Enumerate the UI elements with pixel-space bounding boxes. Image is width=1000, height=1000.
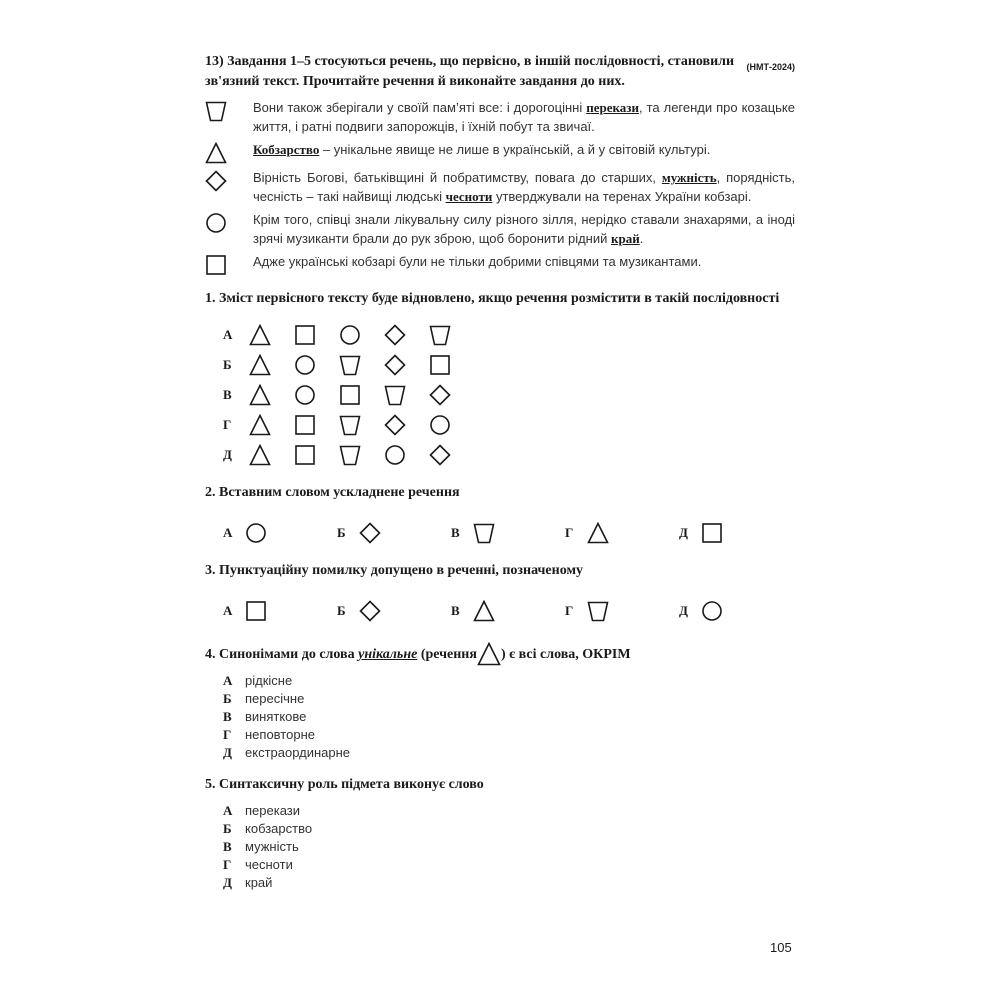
option-label: Д (223, 745, 232, 760)
square-icon (429, 354, 451, 376)
answer-option[interactable] (223, 410, 795, 440)
circle-icon (294, 384, 316, 406)
question-3-options (223, 596, 795, 626)
option-label: В (223, 709, 232, 724)
sequence-cell (249, 413, 294, 437)
sentence-text (253, 168, 795, 206)
page-number: 105 (770, 940, 792, 955)
circle-icon (429, 414, 451, 436)
option-value: край (245, 875, 273, 890)
sequence-cell (294, 323, 339, 347)
option-label: А (223, 803, 233, 818)
sequence-cell (429, 383, 474, 407)
option-label: Д (223, 447, 232, 462)
option-label: Д (679, 525, 688, 540)
answer-option[interactable] (679, 522, 793, 544)
triangle-icon (473, 600, 495, 622)
triangle-icon (477, 642, 501, 666)
square-icon (701, 522, 723, 544)
sequence-cell (384, 353, 429, 377)
sentence-fragment: утверджували на теренах України кобзарі. (492, 189, 752, 204)
sentence-fragment: Вони також зберігали у своїй пам’яті все: і дорогоцінні (253, 100, 587, 115)
diamond-icon (384, 354, 406, 376)
square-icon (294, 324, 316, 346)
sequence-cell (249, 323, 294, 347)
sentence-item (205, 140, 795, 164)
answer-option[interactable] (223, 690, 795, 708)
sentence-fragment: Адже українські кобзарі були не тільки добрими співцями та музикантами. (253, 254, 702, 269)
option-value: рідкісне (245, 673, 293, 688)
sequence-cell (294, 413, 339, 437)
sequence-cell (339, 413, 384, 437)
trapezoid-icon (339, 414, 361, 436)
highlighted-word: мужність (661, 170, 717, 185)
sentence-text (253, 140, 795, 159)
square-icon (245, 600, 267, 622)
trapezoid-icon (339, 444, 361, 466)
option-label: В (223, 387, 232, 402)
option-value: екстраординарне (245, 745, 351, 760)
diamond-icon (359, 522, 381, 544)
option-label: А (223, 327, 233, 342)
circle-icon (205, 212, 231, 234)
triangle-icon (249, 324, 271, 346)
answer-option[interactable] (223, 820, 795, 838)
question-2-options (223, 518, 795, 548)
circle-icon (701, 600, 723, 622)
task-source: (НМТ-2024) (746, 62, 795, 72)
answer-option[interactable] (565, 600, 679, 622)
sentence-item (205, 210, 795, 248)
question-4-options (223, 672, 795, 762)
option-label: А (223, 603, 233, 618)
diamond-icon (205, 170, 231, 192)
diamond-icon (384, 324, 406, 346)
sequence-cell (294, 443, 339, 467)
sequence-cell (429, 323, 474, 347)
option-label: Д (679, 603, 688, 618)
sequence-cell (249, 443, 294, 467)
option-value: неповторне (245, 727, 315, 742)
question-4-text: 4. Синонімами до слова унікальне (речення ) є всі слова, ОКРІМ (205, 646, 795, 664)
sequence-cell (339, 383, 384, 407)
trapezoid-icon (205, 100, 231, 122)
answer-option[interactable] (223, 744, 795, 762)
highlighted-word: Кобзарство (253, 142, 320, 157)
answer-option[interactable] (223, 380, 795, 410)
option-label: В (451, 525, 460, 540)
square-icon (294, 414, 316, 436)
diamond-icon (429, 384, 451, 406)
answer-option[interactable] (223, 856, 795, 874)
option-label: Г (223, 857, 232, 872)
triangle-icon (587, 522, 609, 544)
sequence-cell (429, 443, 474, 467)
sentence-fragment: , порядність, чесність – такі найвищі людські (253, 170, 796, 204)
option-label: Д (223, 875, 232, 890)
question-1-text: 1. Зміст первісного тексту буде відновлено, якщо речення розмістити в такій послідовності (205, 291, 780, 306)
worksheet-page (205, 52, 795, 892)
option-label: Г (565, 603, 574, 618)
option-value: пересічне (245, 691, 305, 706)
diamond-icon (384, 414, 406, 436)
option-label: Б (337, 603, 346, 618)
sentence-fragment: – унікальне явище не лише в українській, а й у світовій культурі. (319, 142, 711, 157)
answer-option[interactable] (223, 600, 337, 622)
answer-option[interactable] (223, 708, 795, 726)
option-value: чесноти (245, 857, 293, 872)
option-label: Б (223, 821, 232, 836)
square-icon (205, 254, 231, 276)
option-label: В (223, 839, 232, 854)
option-value: мужність (245, 839, 299, 854)
circle-icon (339, 324, 361, 346)
answer-option[interactable] (223, 802, 795, 820)
option-label: А (223, 525, 233, 540)
sentence-fragment: . (639, 231, 644, 246)
trapezoid-icon (429, 324, 451, 346)
sequence-cell (429, 353, 474, 377)
option-label: Б (337, 525, 346, 540)
answer-option[interactable] (223, 320, 795, 350)
answer-option[interactable] (223, 522, 337, 544)
triangle-icon (205, 142, 231, 164)
question-5-text: 5. Синтаксичну роль підмета виконує слово (205, 777, 484, 792)
answer-option[interactable] (565, 522, 679, 544)
sentence-fragment: , та легенди про козацьке життя, і ратні подвиги запорожців, і їхній побут та звичаї. (253, 100, 796, 134)
answer-option[interactable] (451, 600, 565, 622)
circle-icon (294, 354, 316, 376)
sequence-cell (384, 323, 429, 347)
sequence-cell (384, 383, 429, 407)
sentence-item (205, 98, 795, 136)
diamond-icon (429, 444, 451, 466)
option-label: Г (223, 727, 232, 742)
option-label: Б (223, 691, 232, 706)
triangle-icon (249, 384, 271, 406)
option-value: перекази (245, 803, 301, 818)
sentence-fragment: Крім того, співці знали лікувальну силу різного зілля, нерідко ставали знахарями, а іноді зрячі музиканти брали до рук зброю, щоб боронити рідний (253, 212, 795, 246)
circle-icon (384, 444, 406, 466)
trapezoid-icon (384, 384, 406, 406)
answer-option[interactable] (223, 350, 795, 380)
sequence-cell (339, 323, 384, 347)
square-icon (294, 444, 316, 466)
square-icon (339, 384, 361, 406)
sequence-cell (294, 383, 339, 407)
sequence-cell (384, 443, 429, 467)
highlighted-word: перекази (586, 100, 639, 115)
question-1-options (223, 320, 795, 470)
sequence-cell (339, 443, 384, 467)
triangle-icon (249, 444, 271, 466)
sequence-cell (294, 353, 339, 377)
answer-option[interactable] (451, 522, 565, 544)
sequence-cell (249, 383, 294, 407)
trapezoid-icon (339, 354, 361, 376)
highlighted-word: край (611, 231, 640, 246)
sentence-fragment: Вірність Богові, батьківщині й побратимству, повага до старших, (253, 170, 662, 185)
answer-option[interactable] (223, 838, 795, 856)
task-title: 13) Завдання 1–5 стосуються речень, що первісно, в іншій послідовності, становили зв'язний текст. Прочитайте речення й виконайте завдання до них. (205, 54, 735, 89)
answer-option[interactable] (223, 672, 795, 690)
sentence-text (253, 98, 795, 136)
question-2-text: 2. Вставним словом ускладнене речення (205, 485, 460, 500)
sequence-cell (384, 413, 429, 437)
option-label: В (451, 603, 460, 618)
answer-option[interactable] (223, 874, 795, 892)
option-label: Г (565, 525, 574, 540)
answer-option[interactable] (223, 726, 795, 744)
sequence-cell (249, 353, 294, 377)
option-value: виняткове (245, 709, 307, 724)
highlighted-word: чесноти (445, 189, 493, 204)
trapezoid-icon (587, 600, 609, 622)
sequence-cell (429, 413, 474, 437)
triangle-icon (249, 414, 271, 436)
question-3-text: 3. Пунктуаційну помилку допущено в реченні, позначеному (205, 563, 583, 578)
option-value: кобзарство (245, 821, 313, 836)
circle-icon (245, 522, 267, 544)
sentence-text (253, 252, 795, 271)
trapezoid-icon (473, 522, 495, 544)
sentence-item (205, 168, 795, 206)
triangle-icon (249, 354, 271, 376)
answer-option[interactable] (337, 600, 451, 622)
sentence-item (205, 252, 795, 276)
task-heading (205, 52, 795, 92)
sentence-list (205, 98, 795, 276)
option-label: А (223, 673, 233, 688)
sequence-cell (339, 353, 384, 377)
option-label: Б (223, 357, 232, 372)
answer-option[interactable] (337, 522, 451, 544)
question-4-word: унікальне (358, 647, 418, 662)
answer-option[interactable] (679, 600, 793, 622)
sentence-text (253, 210, 795, 248)
option-label: Г (223, 417, 232, 432)
answer-option[interactable] (223, 440, 795, 470)
question-5-options (223, 802, 795, 892)
diamond-icon (359, 600, 381, 622)
